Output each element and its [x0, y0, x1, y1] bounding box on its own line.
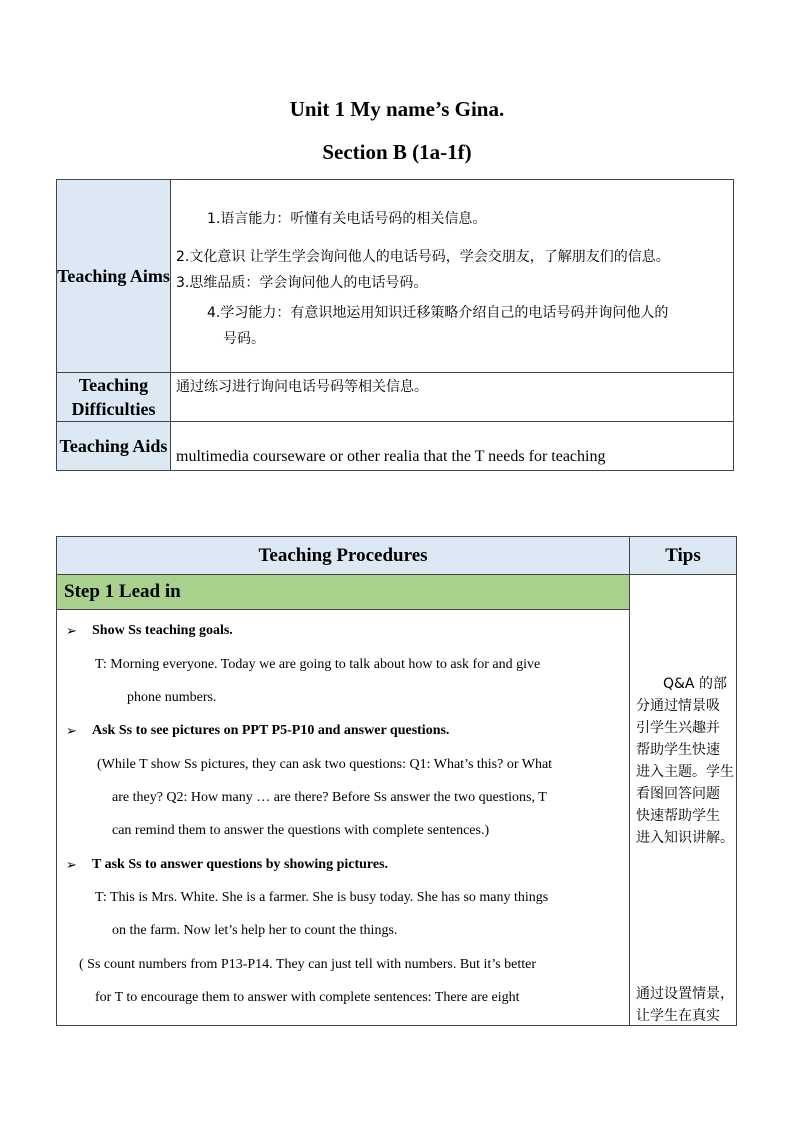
tips-header: Tips: [630, 537, 737, 575]
bullet-icon: ➢: [66, 623, 77, 638]
procedure-line: (While T show Ss pictures, they can ask two questions: Q1: What’s this? or What: [97, 757, 553, 772]
step-1-title: Step 1 Lead in: [64, 581, 181, 602]
tip-line: 帮助学生快速: [636, 742, 720, 758]
aims-cell: [171, 180, 734, 373]
aim-3: 3.思维品质：学会询问他人的电话号码。: [176, 275, 428, 291]
aim-2: 2.文化意识 让学生学会询问他人的电话号码，学会交朋友，了解朋友们的信息。: [176, 249, 670, 265]
procedure-line: Show Ss teaching goals.: [92, 623, 233, 638]
aim-1: 1.语言能力：听懂有关电话号码的相关信息。: [207, 211, 487, 227]
procedure-line: Ask Ss to see pictures on PPT P5-P10 and answer questions.: [92, 723, 450, 738]
page-title: Unit 1 My name’s Gina.: [289, 97, 505, 121]
tip-line: 分通过情景吸: [636, 698, 720, 714]
procedures-table: [56, 536, 737, 1026]
tip-line: 通过设置情景，: [636, 986, 734, 1002]
procedures-header: Teaching Procedures: [57, 537, 630, 575]
aids-label: Teaching Aids: [57, 422, 171, 471]
difficulties-label: Teaching Difficulties: [57, 373, 171, 422]
procedure-line: T: This is Mrs. White. She is a farmer. She is busy today. She has so many things: [95, 890, 549, 905]
tip-line: 让学生在真实: [636, 1008, 720, 1024]
aims-label: Teaching Aims: [57, 180, 171, 373]
aids-text: multimedia courseware or other realia that the T needs for teaching: [176, 448, 606, 465]
info-table: [56, 179, 734, 471]
aim-4-cont: 号码。: [223, 331, 265, 347]
tip-line: Q&A 的部: [663, 676, 727, 692]
procedure-line: can remind them to answer the questions with complete sentences.): [112, 823, 490, 838]
bullet-icon: ➢: [66, 723, 77, 738]
procedure-line: for T to encourage them to answer with complete sentences: There are eight: [95, 990, 520, 1005]
tip-line: 引学生兴趣并: [636, 720, 720, 736]
tips-cell: [630, 575, 737, 1026]
procedure-line: are they? Q2: How many … are there? Before Ss answer the two questions, T: [112, 790, 547, 805]
page-subtitle: Section B (1a-1f): [322, 140, 472, 164]
procedure-line: ( Ss count numbers from P13-P14. They can just tell with numbers. But it’s better: [79, 957, 537, 972]
difficulties-text: 通过练习进行询问电话号码等相关信息。: [176, 379, 428, 395]
procedure-line: T: Morning everyone. Today we are going to talk about how to ask for and give: [95, 657, 541, 672]
aids-cell: [171, 422, 734, 471]
tip-line: 进入知识讲解。: [636, 830, 734, 846]
procedure-line: phone numbers.: [127, 690, 217, 705]
procedure-line: on the farm. Now let’s help her to count the things.: [112, 923, 398, 938]
tip-line: 看图回答问题: [636, 786, 720, 802]
step-1-body: [57, 610, 630, 1026]
tip-line: 进入主题。学生: [636, 764, 734, 780]
procedure-line: T ask Ss to answer questions by showing pictures.: [92, 857, 389, 872]
bullet-icon: ➢: [66, 857, 77, 872]
difficulties-cell: [171, 373, 734, 422]
step-1-header: [57, 575, 630, 610]
tip-line: 快速帮助学生: [636, 808, 720, 824]
aim-4: 4.学习能力：有意识地运用知识迁移策略介绍自己的电话号码并询问他人的: [207, 305, 669, 321]
